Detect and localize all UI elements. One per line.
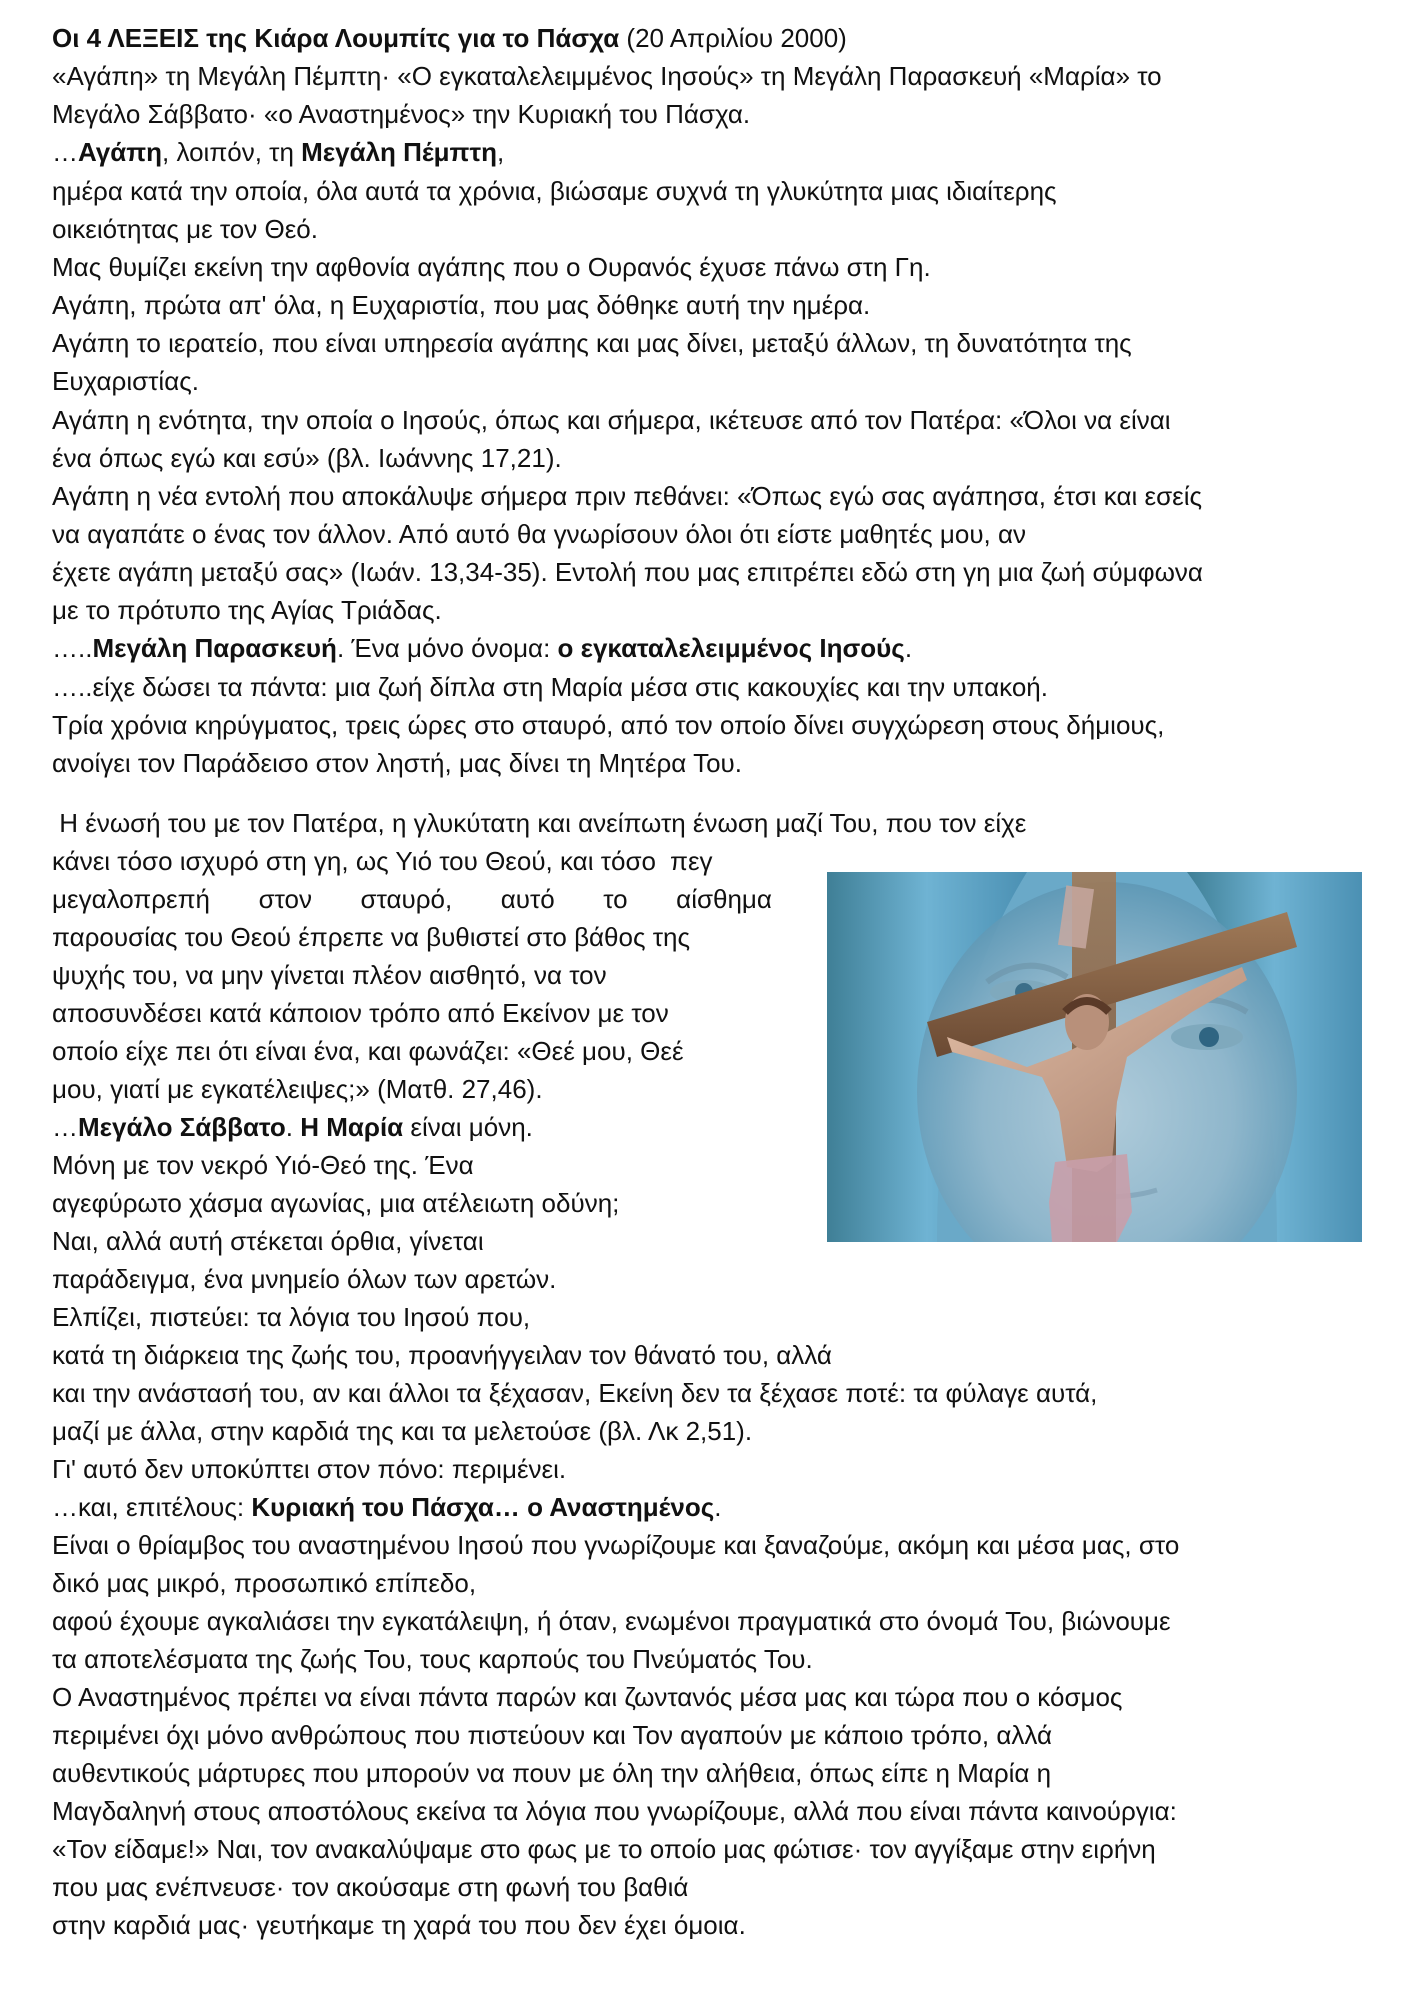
text-line [52, 884, 772, 914]
text-segment: Ο Αναστημένος πρέπει να είναι πάντα παρών και ζωντανός μέσα μας και τώρα που ο κόσμος [52, 1682, 1123, 1712]
text-segment: να αγαπάτε ο ένας τον άλλον. Από αυτό θα γνωρίσουν όλοι ότι είστε μαθητές μου, αν [52, 518, 1027, 549]
text-segment: Μαγδαληνή στους αποστόλους εκείνα τα λόγια που γνωρίζουμε, αλλά που είναι πάντα καινούργια: [52, 1796, 1177, 1826]
text-line [52, 1416, 752, 1446]
text-segment: αγεφύρωτο χάσμα αγωνίας, μια ατέλειωτη οδύνη; [52, 1188, 620, 1218]
text-segment: και την ανάστασή του, αν και άλλοι τα ξέχασαν, Εκείνη δεν τα ξέχασε ποτέ: τα φύλαγε αυτά, [52, 1378, 1098, 1408]
right-iris [1199, 1027, 1219, 1047]
text-segment: «Αγάπη» τη Μεγάλη Πέμπτη· «Ο εγκαταλελειμμένος Ιησούς» τη Μεγάλη Παρασκευή «Μαρία» το [52, 61, 1162, 92]
text-line [52, 1682, 1122, 1712]
document-title [52, 23, 847, 53]
text-line [52, 1302, 530, 1332]
text-line [52, 1036, 684, 1066]
text-line [52, 519, 1026, 549]
text-segment: αφού έχουμε αγκαλιάσει την εγκατάλειψη, ή όταν, ενωμένοι πραγματικά στο όνομά Του, βιώνουμε [52, 1606, 1171, 1636]
text-line [52, 748, 742, 778]
text-segment: έχετε αγάπη μεταξύ σας» (Ιωάν. 13,34-35). Εντολή που μας επιτρέπει εδώ στη γη μια ζωή σύμφωνα [52, 557, 1203, 588]
text-segment: … [52, 137, 78, 168]
bold-text: Οι 4 ΛΕΞΕΙΣ της Κιάρα Λουμπίτς για το Πάσχα [52, 23, 620, 53]
text-word: το [603, 884, 628, 914]
text-line [52, 1188, 619, 1218]
text-segment: . [714, 1492, 722, 1522]
text-line [52, 1454, 566, 1484]
bold-text: Αγάπη [78, 137, 163, 168]
text-segment: ένα όπως εγώ και εσύ» (βλ. Ιωάννης 17,21). [52, 442, 562, 473]
text-segment: ανοίγει τον Παράδεισο στον ληστή, μας δίνει τη Μητέρα Του. [52, 747, 743, 778]
text-segment: ….. [52, 633, 93, 664]
text-segment: στην καρδιά μας· γευτήκαμε τη χαρά του που δεν έχει όμοια. [52, 1910, 746, 1940]
text-segment: μαζί με άλλα, στην καρδιά της και τα μελετούσε (βλ. Λκ 2,51). [52, 1416, 753, 1446]
text-line [52, 252, 931, 282]
text-line [52, 1112, 533, 1142]
text-segment: Μεγάλο Σάββατο· «ο Αναστημένος» την Κυριακή του Πάσχα. [52, 99, 751, 130]
text-segment: με το πρότυπο της Αγίας Τριάδας. [52, 595, 442, 626]
text-segment: Ευχαριστίας. [52, 366, 199, 397]
text-word: αίσθημα [676, 884, 772, 914]
text-line [52, 633, 912, 663]
text-segment: . [285, 1112, 301, 1142]
text-line [52, 1796, 1177, 1826]
text-line [52, 443, 562, 473]
text-segment: Μόνη με τον νεκρό Υιό-Θεό της. Ένα [52, 1150, 474, 1180]
bold-text: Μεγάλη Πέμπτη [301, 137, 497, 168]
text-segment: . Ένα μόνο όνομα: [336, 633, 558, 664]
text-line [52, 1264, 556, 1294]
text-segment: ψυχής του, να μην γίνεται πλέον αισθητό, να τον [52, 960, 607, 990]
bold-text: Μεγάλη Παρασκευή [92, 633, 337, 664]
text-segment: , λοιπόν, τη [162, 137, 302, 168]
text-line [52, 1492, 721, 1522]
text-line [52, 1150, 474, 1180]
text-line [52, 922, 690, 952]
text-word: σταυρό, [360, 884, 453, 914]
text-segment: που μας ενέπνευσε· τον ακούσαμε στη φωνή του βαθιά [52, 1872, 689, 1902]
text-word: στον [258, 884, 312, 914]
text-segment: Αγάπη το ιερατείο, που είναι υπηρεσία αγάπης και μας δίνει, μεταξύ άλλων, τη δυνατότητα της [52, 328, 1132, 359]
text-segment: (20 Απριλίου 2000) [619, 23, 847, 53]
loincloth [1049, 1154, 1132, 1242]
text-line [52, 1758, 1051, 1788]
text-segment: είναι μόνη. [403, 1112, 533, 1142]
bold-text: ο εγκαταλελειμμένος Ιησούς [557, 633, 905, 664]
text-line [52, 366, 199, 396]
text-line [52, 1720, 1052, 1750]
crucifix-mary-image [827, 872, 1362, 1242]
text-line [52, 328, 1132, 358]
text-line [52, 1226, 484, 1256]
text-segment: δικό μας μικρό, προσωπικό επίπεδο, [52, 1568, 477, 1598]
text-word: μεγαλοπρεπή [52, 884, 211, 914]
text-line [52, 99, 750, 129]
text-line [52, 1834, 1156, 1864]
text-segment: . [904, 633, 913, 664]
text-segment: Μας θυμίζει εκείνη την αφθονία αγάπης που ο Ουρανός έχυσε πάνω στη Γη. [52, 251, 931, 282]
text-segment: Τρία χρόνια κηρύγματος, τρεις ώρες στο σταυρό, από τον οποίο δίνει συγχώρεση στους δήμιους, [52, 709, 1165, 740]
text-segment: Ναι, αλλά αυτή στέκεται όρθια, γίνεται [52, 1226, 484, 1256]
text-segment: Αγάπη η νέα εντολή που αποκάλυψε σήμερα πριν πεθάνει: «Όπως εγώ σας αγάπησα, έτσι και εσείς [52, 480, 1203, 511]
text-segment: …και, επιτέλους: [52, 1492, 252, 1522]
text-line [52, 710, 1164, 740]
text-segment: «Τον είδαμε!» Ναι, τον ανακαλύψαμε στο φως με το οποίο μας φώτισε· τον αγγίξαμε στην ειρήνη [52, 1834, 1156, 1864]
text-segment: … [52, 1112, 78, 1142]
text-segment: Είναι ο θρίαμβος του αναστημένου Ιησού που γνωρίζουμε και ξαναζούμε, ακόμη και μέσα μας, στο [52, 1530, 1180, 1560]
text-segment: Η ένωσή του με τον Πατέρα, η γλυκύτατη και ανείπωτη ένωση μαζί Του, που τον είχε [52, 808, 1027, 838]
text-line [52, 998, 669, 1028]
text-line [52, 1910, 746, 1940]
text-line [52, 214, 318, 244]
text-segment: παρουσίας του Θεού έπρεπε να βυθιστεί στο βάθος της [52, 922, 690, 952]
text-line [52, 1530, 1179, 1560]
text-segment: , [496, 137, 505, 168]
text-line [52, 176, 1057, 206]
text-segment: ημέρα κατά την οποία, όλα αυτά τα χρόνια, βιώσαμε συχνά τη γλυκύτητα μιας ιδιαίτερης [52, 175, 1057, 206]
text-segment: Αγάπη, πρώτα απ' όλα, η Ευχαριστία, που μας δόθηκε αυτή την ημέρα. [52, 290, 871, 321]
text-line [52, 1606, 1171, 1636]
text-line [52, 290, 870, 320]
text-line [52, 1568, 476, 1598]
text-line [52, 1378, 1097, 1408]
text-line [52, 137, 504, 167]
text-segment: Ελπίζει, πιστεύει: τα λόγια του Ιησού που, [52, 1302, 531, 1332]
text-segment: …..είχε δώσει τα πάντα: μια ζωή δίπλα στη Μαρία μέσα στις κακουχίες και την υπακοή. [52, 671, 1048, 702]
text-segment: παράδειγμα, ένα μνημείο όλων των αρετών. [52, 1264, 557, 1294]
text-line [52, 672, 1048, 702]
text-line [52, 595, 442, 625]
text-segment: οικειότητας με τον Θεό. [52, 213, 318, 244]
text-segment: τα αποτελέσματα της ζωής Του, τους καρπούς του Πνεύματός Του. [52, 1644, 813, 1674]
text-segment: κάνει τόσο ισχυρό στη γη, ως Υιό του Θεού, και τόσο [52, 846, 656, 876]
text-segment: οποίο είχε πει ότι είναι ένα, και φωνάζει: «Θεέ μου, Θεέ [52, 1036, 684, 1066]
text-segment: Αγάπη η ενότητα, την οποία ο Ιησούς, όπως και σήμερα, ικέτευσε από τον Πατέρα: «Όλοι να είναι [52, 404, 1171, 435]
text-line [52, 808, 1026, 838]
text-line [52, 481, 1202, 511]
text-line [52, 1872, 688, 1902]
bold-text: Η Μαρία [300, 1112, 404, 1142]
text-line [52, 960, 607, 990]
text-line [52, 405, 1171, 435]
text-line [52, 61, 1162, 91]
text-segment: κατά τη διάρκεια της ζωής του, προανήγγειλαν τον θάνατό του, αλλά [52, 1340, 832, 1370]
text-line [52, 557, 1203, 587]
text-line [52, 1644, 813, 1674]
bold-text: Κυριακή του Πάσχα… ο Αναστημένος [251, 1492, 715, 1522]
text-segment: αυθεντικούς μάρτυρες που μπορούν να πουν με όλη την αλήθεια, όπως είπε η Μαρία η [52, 1758, 1052, 1788]
bold-text: Μεγάλο Σάββατο [78, 1112, 286, 1142]
text-line [52, 1074, 543, 1104]
text-segment: περιμένει όχι μόνο ανθρώπους που πιστεύουν και Τον αγαπούν με κάποιο τρόπο, αλλά [52, 1720, 1053, 1750]
text-line [52, 846, 656, 876]
crucifix-illustration [827, 872, 1362, 1242]
overlap-artifact-text: πεγ [670, 846, 713, 876]
text-segment: αποσυνδέσει κατά κάποιον τρόπο από Εκείνον με τον [52, 998, 669, 1028]
text-word: αυτό [500, 884, 555, 914]
text-line [52, 1340, 832, 1370]
text-segment: Γι' αυτό δεν υποκύπτει στον πόνο: περιμένει. [52, 1454, 567, 1484]
text-segment: μου, γιατί με εγκατέλειψες;» (Ματθ. 27,46). [52, 1074, 543, 1104]
